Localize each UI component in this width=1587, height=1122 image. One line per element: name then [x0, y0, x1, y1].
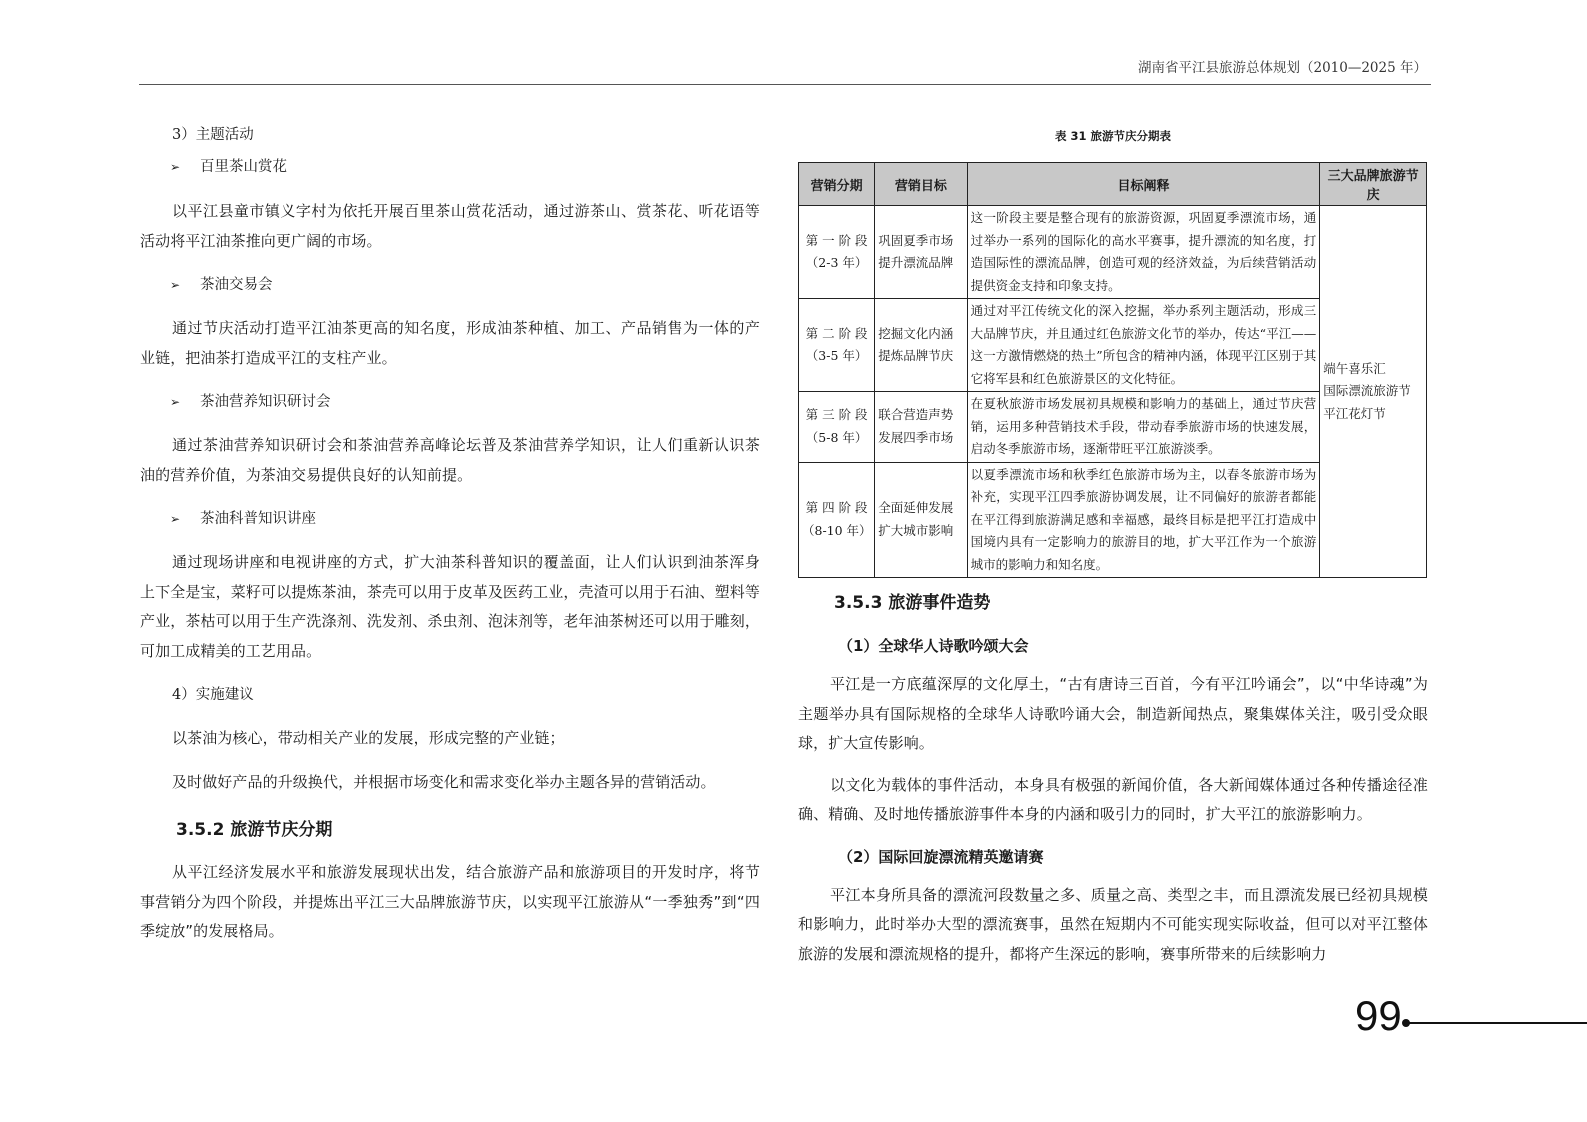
goal-line: 巩固夏季市场: [878, 232, 954, 248]
phase-cell: [799, 299, 875, 392]
phase-cell: [799, 462, 875, 578]
phase-cell: [799, 392, 875, 463]
phase-years: （8-10 年）: [802, 522, 872, 538]
description-cell: 以夏季漂流市场和秋季红色旅游市场为主，以春冬旅游市场为补充，实现平江四季旅游协调发展，让不同偏好的旅游者都能在平江得到旅游满足感和幸福感，最终目标是把平江打造成中国境内具有一定影响力的旅游目的地，扩大平江作为一个旅游城市的影响力和知名度。: [967, 462, 1320, 578]
description-cell: 在夏秋旅游市场发展初具规模和影响力的基础上，通过节庆营销，运用多种营销技术手段，带动春季旅游市场的快速发展，启动冬季旅游市场，逐渐带旺平江旅游淡季。: [967, 392, 1320, 463]
bullet-item: [140, 270, 760, 300]
arrow-bullet-icon: ➢: [170, 512, 181, 526]
header-rule: [139, 84, 1431, 85]
paragraph: 以平江县童市镇义字村为依托开展百里茶山赏花活动，通过游茶山、赏茶花、听花语等活动将平江油茶推向更广阔的市场。: [140, 202, 760, 250]
paragraph: 及时做好产品的升级换代，并根据市场变化和需求变化举办主题各异的营销活动。: [172, 772, 716, 791]
subheading-slalom-rafting: （2）国际回旋漂流精英邀请赛: [838, 847, 1044, 866]
paragraph: 从平江经济发展水平和旅游发展现状出发，结合旅游产品和旅游项目的开发时序，将节事营销分为四个阶段，并提炼出平江三大品牌旅游节庆，以实现平江旅游从“一季独秀”到“四季绽放”的发展格局。: [140, 863, 760, 940]
table-row: [799, 206, 1427, 299]
paragraph: 以茶油为核心，带动相关产业的发展，形成完整的产业链；: [172, 729, 565, 747]
bullet-label: 茶油营养知识研讨会: [200, 394, 331, 410]
description-cell: 通过对平江传统文化的深入挖掘，举办系列主题活动，形成三大品牌节庆，并且通过红色旅游文化节的举办，传达“平江——这一方激情燃烧的热土”所包含的精神内涵，体现平江区别于其它将军县和红色旅游景区的文化特征。: [967, 299, 1320, 392]
brand-festival: 端午喜乐汇: [1323, 360, 1386, 376]
phase-label: 第 三 阶 段: [805, 407, 868, 423]
phase-label: 第 四 阶 段: [805, 500, 868, 516]
bullet-label: 百里茶山赏花: [200, 159, 287, 175]
goal-line: 提炼品牌节庆: [878, 348, 954, 363]
column-header: 营销分期: [799, 163, 875, 206]
subheading-poetry-recital: （1）全球华人诗歌吟颂大会: [838, 637, 1029, 655]
paragraph: 通过茶油营养知识研讨会和茶油营养高峰论坛普及茶油营养学知识，让人们重新认识茶油的营养价值，为茶油交易提供良好的认知前提。: [140, 436, 760, 484]
goal-line: 扩大城市影响: [878, 522, 954, 538]
paragraph: 通过现场讲座和电视讲座的方式，扩大油茶科普知识的覆盖面，让人们认识到油茶浑身上下全是宝，菜籽可以提炼茶油，茶壳可以用于皮革及医药工业，壳渣可以用于石油、塑料等产业，茶枯可以用于生产洗涤剂、洗发剂、杀虫剂、泡沫剂等，老年油茶树还可以用于雕刻，可加工成精美的工艺用品。: [140, 553, 760, 660]
column-header: 目标阐释: [967, 163, 1320, 206]
goal-cell: [875, 299, 967, 392]
column-header: 营销目标: [875, 163, 967, 206]
left-column: [140, 120, 760, 947]
table-header-row: [799, 163, 1427, 206]
section-heading-3-5-3: 3.5.3 旅游事件造势: [834, 593, 991, 613]
phase-years: （3-5 年）: [805, 348, 868, 363]
goal-cell: [875, 392, 967, 463]
brand-festival: 平江花灯节: [1323, 405, 1386, 421]
bullet-item: [140, 387, 760, 417]
bullet-label: 茶油科普知识讲座: [200, 511, 316, 527]
phase-years: （2-3 年）: [805, 255, 868, 270]
goal-cell: [875, 206, 967, 299]
page-number-rule: [1408, 1022, 1587, 1024]
section-heading-3-5-2: 3.5.2 旅游节庆分期: [176, 820, 333, 840]
heading-theme-activities: 3）主题活动: [172, 127, 254, 143]
phase-label: 第 一 阶 段: [805, 232, 868, 248]
bullet-item: [140, 504, 760, 534]
header-title: 湖南省平江县旅游总体规划（2010—2025 年）: [1137, 60, 1427, 76]
goal-line: 发展四季市场: [878, 429, 954, 445]
table-caption: 表 31 旅游节庆分期表: [1054, 129, 1171, 143]
arrow-bullet-icon: ➢: [170, 395, 181, 409]
goal-cell: [875, 462, 967, 578]
goal-line: 提升漂流品牌: [878, 255, 954, 270]
arrow-bullet-icon: ➢: [170, 278, 181, 292]
goal-line: 全面延伸发展: [878, 500, 954, 516]
right-column: [798, 120, 1428, 969]
page-number: 99: [1355, 992, 1402, 1039]
column-header: 三大品牌旅游节庆: [1320, 163, 1427, 206]
paragraph: 平江是一方底蕴深厚的文化厚土，“古有唐诗三百首，今有平江吟诵会”，以“中华诗魂”为主题举办具有国际规格的全球华人诗歌吟诵大会，制造新闻热点，聚集媒体关注，吸引受众眼球，扩大宣传影响。: [798, 675, 1428, 752]
heading-implementation: 4）实施建议: [172, 687, 254, 703]
arrow-bullet-icon: ➢: [170, 160, 181, 174]
paragraph: 平江本身所具备的漂流河段数量之多、质量之高、类型之丰，而且漂流发展已经初具规模和影响力，此时举办大型的漂流赛事，虽然在短期内不可能实现实际收益，但可以对平江整体旅游的发展和漂流规格的提升，都将产生深远的影响，赛事所带来的后续影响力: [798, 885, 1428, 963]
bullet-label: 茶油交易会: [200, 277, 273, 293]
goal-line: 挖掘文化内涵: [878, 325, 954, 341]
paragraph: 以文化为载体的事件活动，本身具有极强的新闻价值，各大新闻媒体通过各种传播途径准确、精确、及时地传播旅游事件本身的内涵和吸引力的同时，扩大平江的旅游影响力。: [798, 775, 1428, 823]
goal-line: 联合营造声势: [878, 407, 954, 423]
phase-label: 第 二 阶 段: [805, 325, 868, 341]
phase-cell: [799, 206, 875, 299]
bullet-item: [140, 152, 760, 182]
brands-cell: [1320, 206, 1427, 578]
phase-years: （5-8 年）: [805, 429, 868, 445]
description-cell: 这一阶段主要是整合现有的旅游资源，巩固夏季漂流市场，通过举办一系列的国际化的高水平赛事，提升漂流的知名度，打造国际性的漂流品牌，创造可观的经济效益，为后续营销活动提供资金支持和印象支持。: [967, 206, 1320, 299]
brand-festival: 国际漂流旅游节: [1323, 383, 1411, 399]
paragraph: 通过节庆活动打造平江油茶更高的知名度，形成油茶种植、加工、产品销售为一体的产业链，把油茶打造成平江的支柱产业。: [140, 319, 760, 367]
festival-phase-table: [798, 162, 1427, 578]
